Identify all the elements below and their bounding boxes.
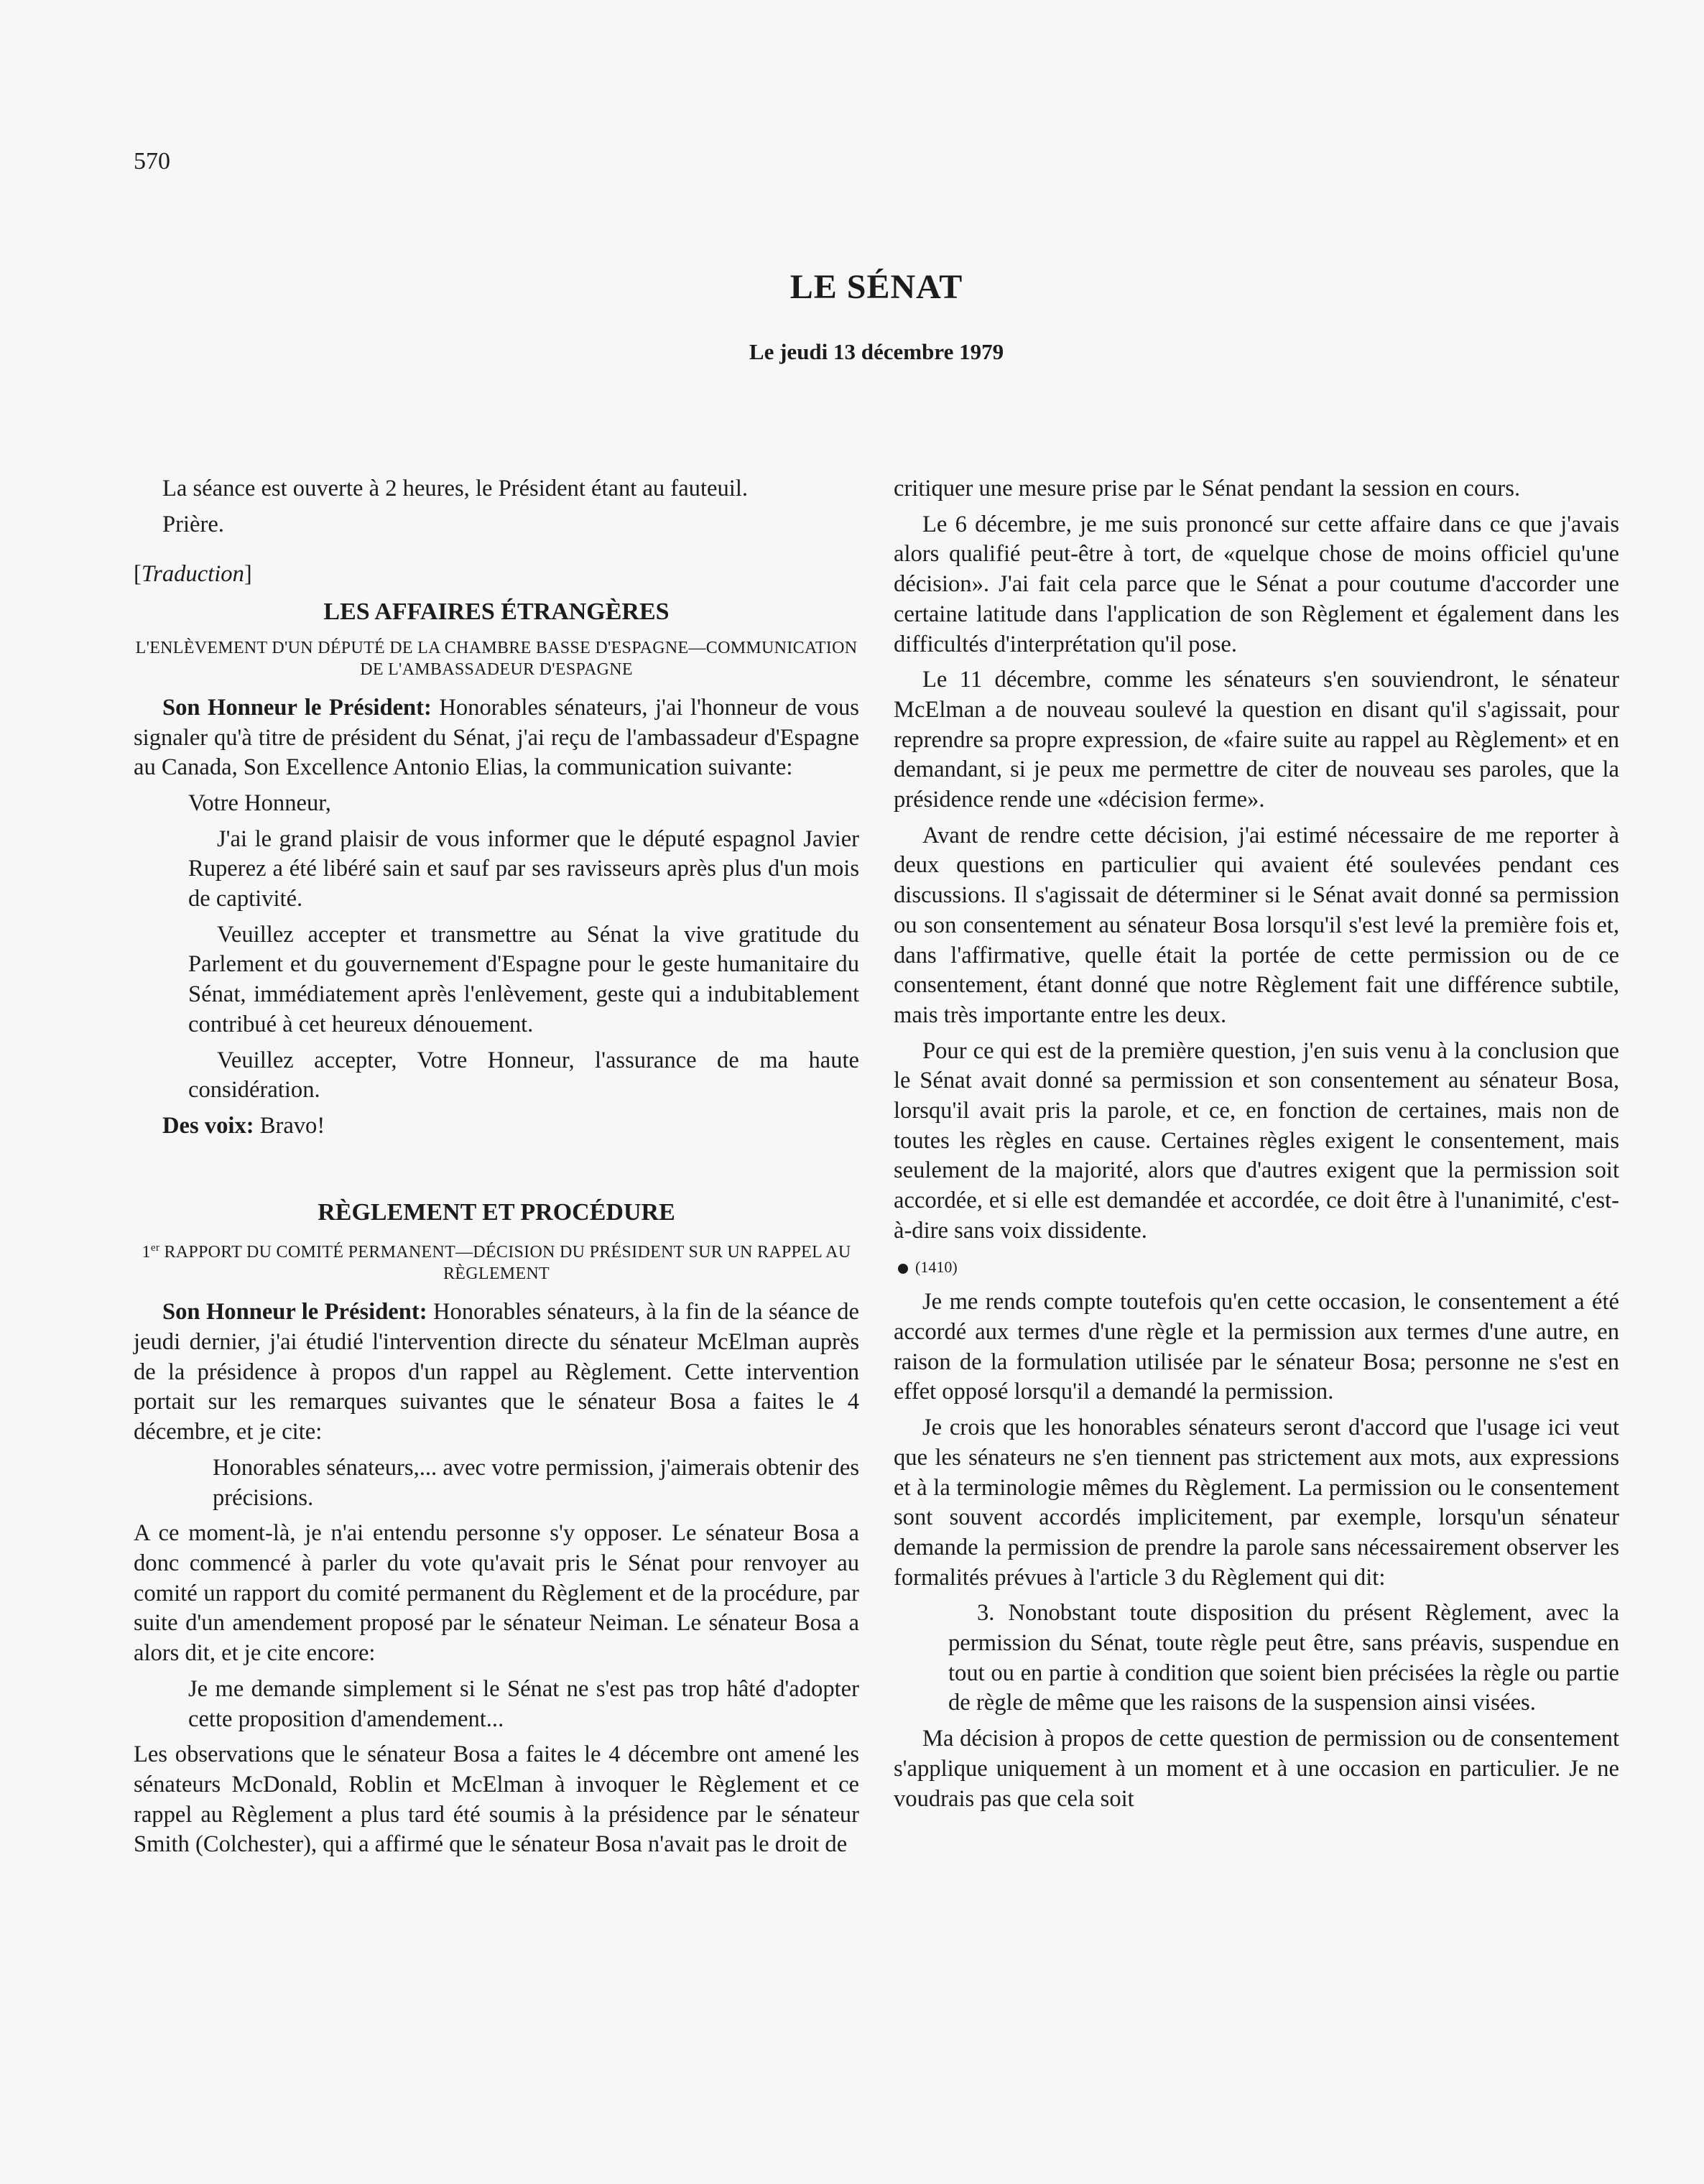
section-heading-reglement: RÈGLEMENT ET PROCÉDURE	[318, 1198, 675, 1226]
section-heading-affaires-etrangeres: LES AFFAIRES ÉTRANGÈRES	[323, 598, 670, 626]
block-quote: Honorables sénateurs,... avec votre permission, j'aimerais obtenir des précisions.	[213, 1454, 859, 1511]
subsection-heading-rapport	[134, 1237, 859, 1285]
body-paragraph: Je crois que les honorables sénateurs seront d'accord que l'usage ici veut que les sénateurs ne s'en tiennent pas strictement aux mots, aux expressions et à la terminologie mêmes du Règlement. La permission ou le consentement sont souvent accordés implicitement, par exemple, lorsqu'un sénateur demande la permission de prendre la parole sans nécessairement observer les formalités prévues à l'article 3 du Règlement qui dit:	[894, 1415, 1619, 1591]
speaker-label: Son Honneur le Président:	[162, 694, 432, 721]
speaker-label: Des voix:	[162, 1112, 254, 1139]
block-quote-rule: 3. Nonobstant toute disposition du présent Règlement, avec la permission du Sénat, toute règle peut être, sans préavis, suspendue en tout ou en partie à condition que soient bien précisées la règle ou partie de règle de même que les raisons de la suspension ainsi visées.	[948, 1600, 1619, 1716]
body-paragraph: Le 11 décembre, comme les sénateurs s'en souviendront, le sénateur McElman a de nouveau soulevé la question en disant qu'il s'agissait, pour reprendre sa propre expression, de «faire suite au rappel au Règlement» et en demandant, si je peux me permettre de citer de nouveau ses paroles, que la présidence rende une «décision ferme».	[894, 667, 1619, 813]
statement-text: Honorables sénateurs, j'ai l'honneur de vous signaler qu'à titre de président du Sénat, j'ai reçu de l'ambassadeur d'Espagne au Canada, Son Excellence Antonio Elias, la communication suivante:	[134, 694, 859, 781]
time-marker-text: (1410)	[915, 1257, 958, 1276]
letter-salutation: Votre Honneur,	[188, 790, 331, 816]
body-paragraph: Le 6 décembre, je me suis prononcé sur cette affaire dans ce que j'avais alors qualifié peut-être à tort, de «quelque chose de moins officiel qu'une décision». J'ai fait cela parce que le Sénat a pour coutume d'accorder une certaine latitude dans l'application de son Règlement et également dans les difficultés d'interprétation qu'il pose.	[894, 511, 1619, 657]
letter-paragraph: Veuillez accepter et transmettre au Sénat la vive gratitude du Parlement et du gouvernement d'Espagne pour le geste humanitaire du Sénat, immédiatement après l'enlèvement, geste qui a indubitablement contribué à cet heureux dénouement.	[188, 921, 859, 1037]
subsection-heading-enlevement: L'ENLÈVEMENT D'UN DÉPUTÉ DE LA CHAMBRE BASSE D'ESPAGNE—COMMUNICATION DE L'AMBASSADEUR D'ESPAGNE	[135, 638, 858, 679]
page-title: LE SÉNAT	[790, 268, 963, 306]
translation-tag-text: Traduction	[141, 561, 244, 588]
body-paragraph: Avant de rendre cette décision, j'ai estimé nécessaire de me reporter à deux questions en particulier qui avaient été soulevées pendant ces discussions. Il s'agissait de déterminer si le Sénat avait donné sa permission ou son consentement au sénateur Bosa lorsqu'il s'est levé la première fois et, dans l'affirmative, quelle était la portée de cette permission ou de ce consentement, étant donné que notre Règlement fait une différence subtile, mais très importante entre les deux.	[894, 822, 1619, 1028]
body-paragraph: Les observations que le sénateur Bosa a faites le 4 décembre ont amené les sénateurs McDonald, Roblin et McElman à invoquer le Règlement et ce rappel au Règlement a plus tard été soumis à la présidence par le sénateur Smith (Colchester), qui a affirmé que le sénateur Bosa n'avait pas le droit de	[134, 1741, 859, 1858]
voices-text: Bravo!	[259, 1112, 325, 1139]
block-quote: Je me demande simplement si le Sénat ne s'est pas trop hâté d'adopter cette proposition d'amendement...	[188, 1675, 859, 1732]
ordinal: 1	[142, 1243, 151, 1262]
president-statement	[134, 693, 859, 783]
body-paragraph: Ma décision à propos de cette question de permission ou de consentement s'applique uniquement à un moment et à une occasion en particulier. Je ne voudrais pas que cela soit	[894, 1726, 1619, 1812]
bullet-icon	[898, 1264, 908, 1274]
voices-reply	[134, 1111, 859, 1142]
body-paragraph: A ce moment-là, je n'ai entendu personne s'y opposer. Le sénateur Bosa a donc commencé à parler du vote qu'avait pris le Sénat pour renvoyer au comité un rapport du comité permanent du Règlement et de la procédure, par suite d'un amendement proposé par le sénateur Neiman. Le sénateur Bosa a alors dit, et je cite encore:	[134, 1520, 859, 1667]
right-column	[894, 474, 1619, 1820]
letter-paragraph: J'ai le grand plaisir de vous informer que le député espagnol Javier Ruperez a été libéré sain et sauf par ses ravisseurs après plus d'un mois de captivité.	[188, 825, 859, 912]
opening-paragraph: La séance est ouverte à 2 heures, le Président étant au fauteuil.	[162, 476, 749, 501]
body-paragraph: critiquer une mesure prise par le Sénat pendant la session en cours.	[894, 476, 1521, 501]
session-date: Le jeudi 13 décembre 1979	[749, 339, 1004, 364]
subsection-text: RAPPORT DU COMITÉ PERMANENT—DÉCISION DU PRÉSIDENT SUR UN RAPPEL AU RÈGLEMENT	[164, 1243, 851, 1284]
page-number: 570	[134, 148, 170, 175]
prayer-line: Prière.	[162, 511, 224, 537]
president-statement	[134, 1297, 859, 1448]
ordinal-suffix: er	[150, 1242, 160, 1254]
body-paragraph: Pour ce qui est de la première question, j'en suis venu à la conclusion que le Sénat avait donné sa permission et son consentement au sénateur Bosa, lorsqu'il avait pris la parole, et ce, en fonction de certaines, mais non de toutes les règles en cause. Certaines règles exigent le consentement, mais seulement de la majorité, alors que d'autres exigent que la permission soit accordée, et si elle est demandée et accordée, ce doit être à l'unanimité, c'est-à-dire sans voix dissidente.	[894, 1037, 1619, 1244]
speaker-label: Son Honneur le Président:	[162, 1299, 427, 1325]
left-column	[134, 474, 859, 1866]
body-paragraph: Je me rends compte toutefois qu'en cette occasion, le consentement a été accordé aux termes d'une règle et la permission aux termes d'une autre, en raison de la formulation utilisée par le sénateur Bosa; personne ne s'est en effet opposé lorsqu'il a demandé la permission.	[894, 1289, 1619, 1405]
letter-paragraph: Veuillez accepter, Votre Honneur, l'assurance de ma haute considération.	[188, 1047, 859, 1103]
time-marker	[898, 1252, 1619, 1282]
statement-text: Honorables sénateurs, à la fin de la séance de jeudi dernier, j'ai étudié l'intervention directe du sénateur McElman auprès de la présidence à propos d'un rappel au Règlement. Cette intervention portait sur les remarques suivantes que le sénateur Bosa a faites le 4 décembre, et je cite:	[134, 1299, 859, 1445]
translation-tag: [Traduction]	[134, 561, 252, 588]
